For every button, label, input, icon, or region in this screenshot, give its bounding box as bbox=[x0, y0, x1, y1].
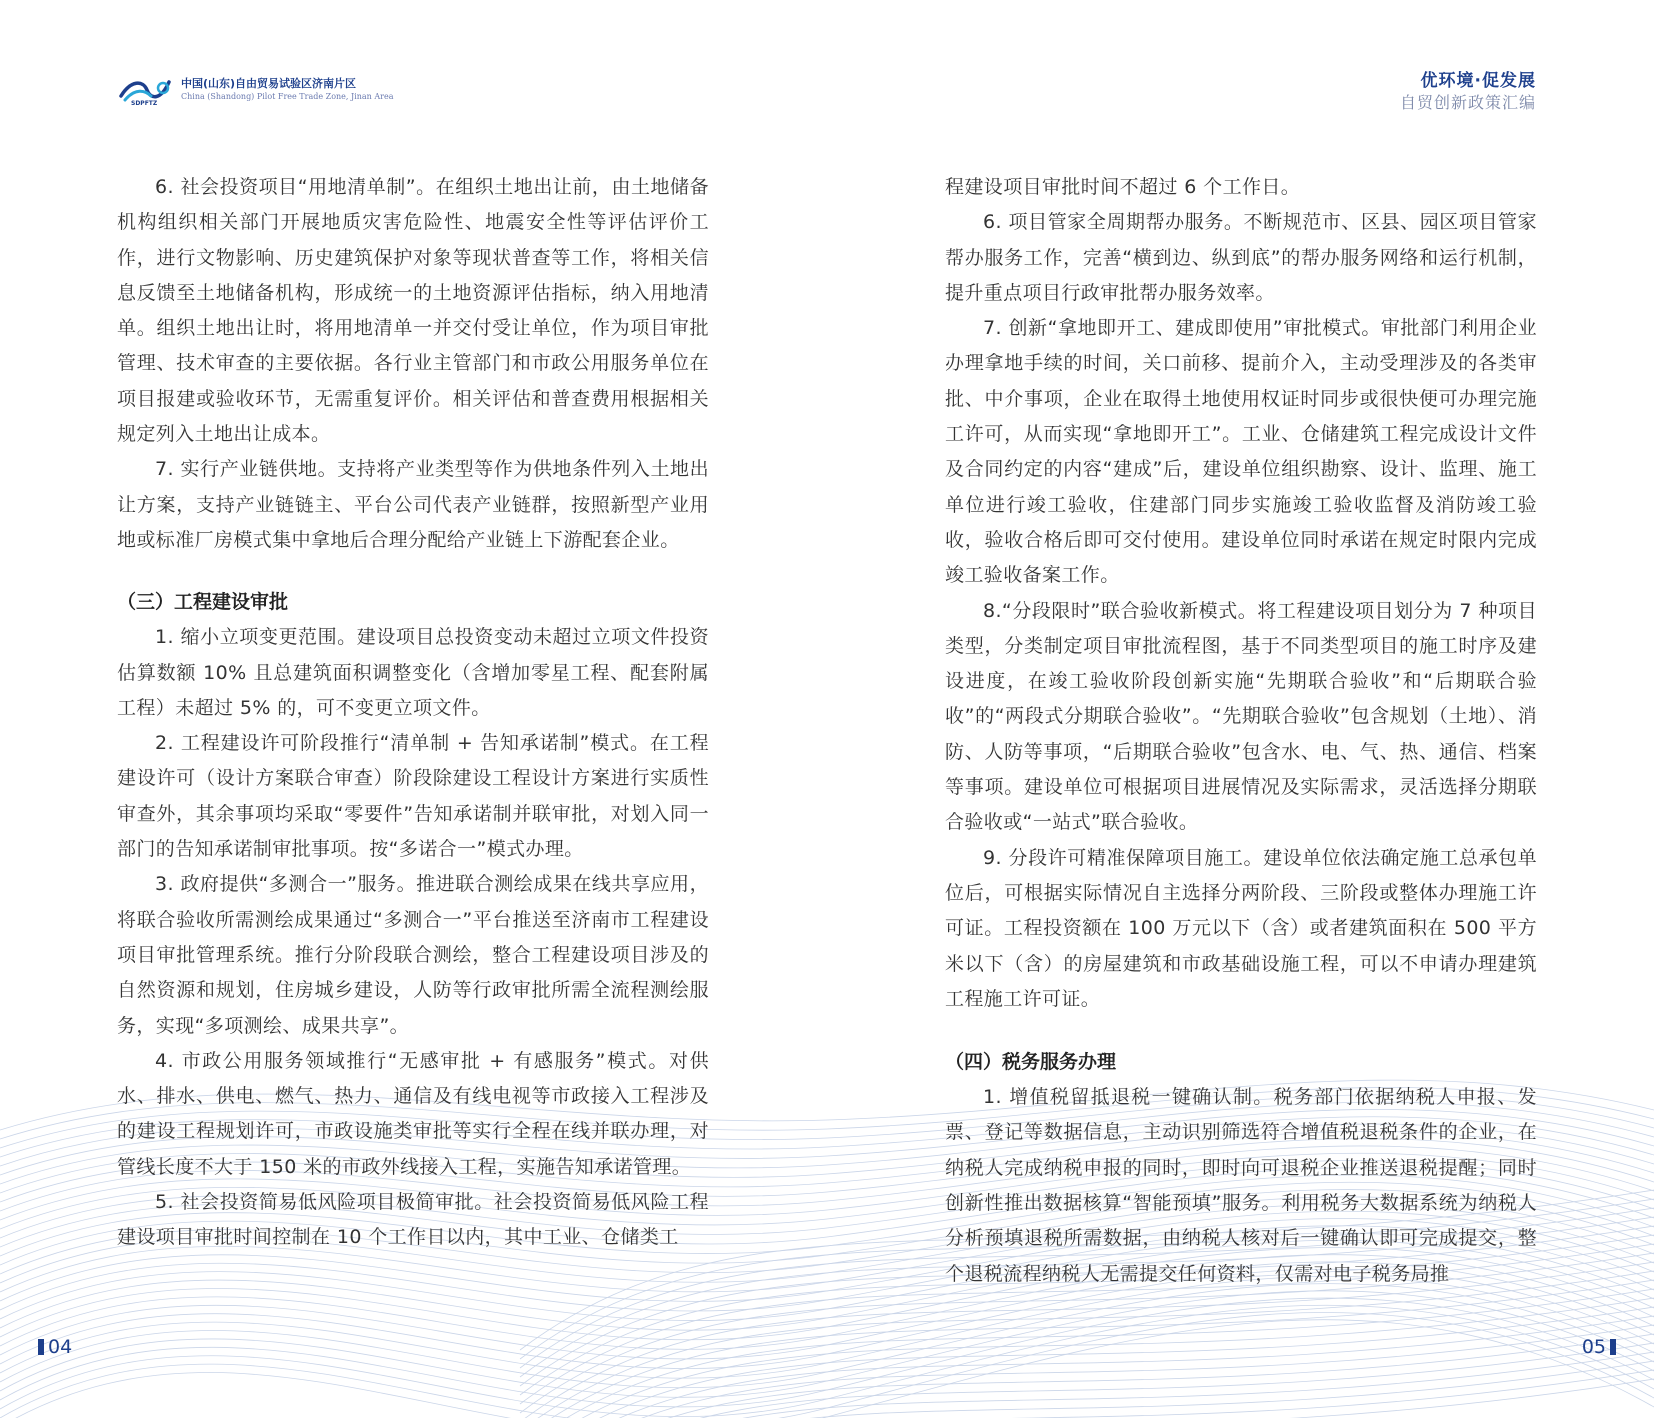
section-heading-construction-approval: （三）工程建设审批 bbox=[117, 591, 289, 614]
paragraph-vat-refund: 1. 增值税留抵退税一键确认制。税务部门依据纳税人申报、发票、登记等数据信息，主动识别筛选符合增值税退税条件的企业，在纳税人完成纳税申报的同时，即时向可退税企业推送退税提醒；同时创新性推出数据核算“智能预填”服务。利用税务大数据系统为纳税人分析预填退税所需数据，由纳税人核对后一键确认即可完成提交，整个退税流程纳税人无需提交任何资料，仅需对电子税务局推 bbox=[945, 1086, 1537, 1285]
paragraph-low-risk-approval: 5. 社会投资简易低风险项目极简审批。社会投资简易低风险工程建设项目审批时间控制在 10 个工作日以内，其中工业、仓储类工 bbox=[117, 1191, 709, 1249]
paragraph-project-change-scope: 1. 缩小立项变更范围。建设项目总投资变动未超过立项文件投资估算数额 10% 且总建筑面积调整变化（含增加零星工程、配套附属工程）未超过 5% 的，可不变更立项文件。 bbox=[117, 626, 709, 719]
header-title: 优环境·促发展 bbox=[1420, 71, 1536, 91]
wave-line bbox=[0, 1312, 1654, 1418]
paragraph-staged-permit: 9. 分段许可精准保障项目施工。建设单位依法确定施工总承包单位后，可根据实际情况自主选择分两阶段、三阶段或整体办理施工许可证。工程投资额在 100 万元以下（含）或者建筑面积在 500 平方米以下（含）的房屋建筑和市政基础设施工程，可以不申请办理建筑工程施工许可证。 bbox=[945, 846, 1537, 1010]
wave-line bbox=[0, 1305, 1654, 1416]
paragraph-project-steward: 6. 项目管家全周期帮办服务。不断规范市、区县、园区项目管家帮办服务工作，完善“横到边、纵到底”的帮办服务网络和运行机制，提升重点项目行政审批帮办服务效率。 bbox=[945, 211, 1537, 304]
paragraph-list-commitment: 2. 工程建设许可阶段推行“清单制 + 告知承诺制”模式。在工程建设许可（设计方案联合审查）阶段除建设工程设计方案进行实质性审查外，其余事项均采取“零要件”告知承诺制并联审批，对划入同一部门的告知承诺制审批事项。按“多诺合一”模式办理。 bbox=[117, 732, 709, 861]
paragraph-multi-survey: 3. 政府提供“多测合一”服务。推进联合测绘成果在线共享应用，将联合验收所需测绘成果通过“多测合一”平台推送至济南市工程建设项目审批管理系统。推行分阶段联合测绘，整合工程建设项目涉及的自然资源和规划，住房城乡建设，人防等行政审批所需全流程测绘服务，实现“多项测绘、成果共享”。 bbox=[117, 873, 709, 1037]
page-number-text: 05 bbox=[1581, 1336, 1606, 1358]
left-page-column bbox=[117, 170, 709, 1256]
page-number-right bbox=[1582, 1336, 1616, 1358]
page-marker-icon bbox=[38, 1339, 44, 1355]
header-logo bbox=[117, 74, 393, 106]
header-title-block bbox=[1400, 70, 1536, 114]
paragraph-municipal-services: 4. 市政公用服务领域推行“无感审批 + 有感服务”模式。对供水、排水、供电、燃气、热力、通信及有线电视等市政接入工程涉及的建设工程规划许可，市政设施类审批等实行全程在线并联办理，对管线长度不大于 150 米的市政外线接入工程，实施告知承诺管理。 bbox=[117, 1049, 709, 1178]
wave-line bbox=[0, 1320, 1654, 1418]
logo-chinese-name: 中国(山东)自由贸易试验区济南片区 bbox=[181, 77, 357, 90]
right-page-column bbox=[945, 170, 1537, 1292]
paragraph-staged-acceptance: 8.“分段限时”联合验收新模式。将工程建设项目划分为 7 种项目类型，分类制定项目审批流程图，基于不同类型项目的施工时序及建设进度，在竣工验收阶段创新实施“先期联合验收”和“后期联合验收”的“两段式分期联合验收”。“先期联合验收”包含规划（土地）、消防、人防等事项，“后期联合验收”包含水、电、气、热、通信、档案等事项。建设单位可根据项目进展情况及实际需求，灵活选择分期联合验收或“一站式”联合验收。 bbox=[945, 599, 1537, 834]
paragraph-industry-chain-land: 7. 实行产业链供地。支持将产业类型等作为供地条件列入土地出让方案，支持产业链链主、平台公司代表产业链群，按照新型产业用地或标准厂房模式集中拿地后合理分配给产业链上下游配套企业。 bbox=[117, 458, 709, 551]
paragraph-start-on-land: 7. 创新“拿地即开工、建成即使用”审批模式。审批部门利用企业办理拿地手续的时间，关口前移、提前介入，主动受理涉及的各类审批、中介事项，企业在取得土地使用权证时同步或很快便可办理完施工许可，从而实现“拿地即开工”。工业、仓储建筑工程完成设计文件及合同约定的内容“建成”后，建设单位组织勘察、设计、监理、施工单位进行竣工验收，住建部门同步实施竣工验收监督及消防竣工验收，验收合格后即可交付使用。建设单位同时承诺在规定时限内完成竣工验收备案工作。 bbox=[945, 317, 1537, 587]
page-marker-icon bbox=[1610, 1339, 1616, 1355]
paragraph-land-list: 6. 社会投资项目“用地清单制”。在组织土地出让前，由土地储备机构组织相关部门开展地质灾害危险性、地震安全性等评估评价工作，进行文物影响、历史建筑保护对象等现状普查等工作，将相关信息反馈至土地储备机构，形成统一的土地资源评估指标，纳入用地清单。组织土地出让时，将用地清单一并交付受让单位，作为项目审批管理、技术审查的主要依据。各行业主管部门和市政公用服务单位在项目报建或验收环节，无需重复评价。相关评估和普查费用根据相关规定列入土地出让成本。 bbox=[117, 176, 709, 446]
fta-logo-icon bbox=[117, 74, 173, 106]
logo-english-name: China (Shandong) Pilot Free Trade Zone, Jinan Area bbox=[181, 92, 394, 101]
wave-line bbox=[0, 1291, 1654, 1398]
section-heading-tax-services: （四）税务服务办理 bbox=[945, 1051, 1117, 1074]
header-subtitle: 自贸创新政策汇编 bbox=[1399, 93, 1536, 112]
paragraph-low-risk-continued: 程建设项目审批时间不超过 6 个工作日。 bbox=[945, 176, 1301, 198]
page-number-left bbox=[38, 1336, 72, 1358]
svg-text:SDPFTZ: SDPFTZ bbox=[131, 100, 158, 106]
page-number-text: 04 bbox=[48, 1336, 73, 1358]
